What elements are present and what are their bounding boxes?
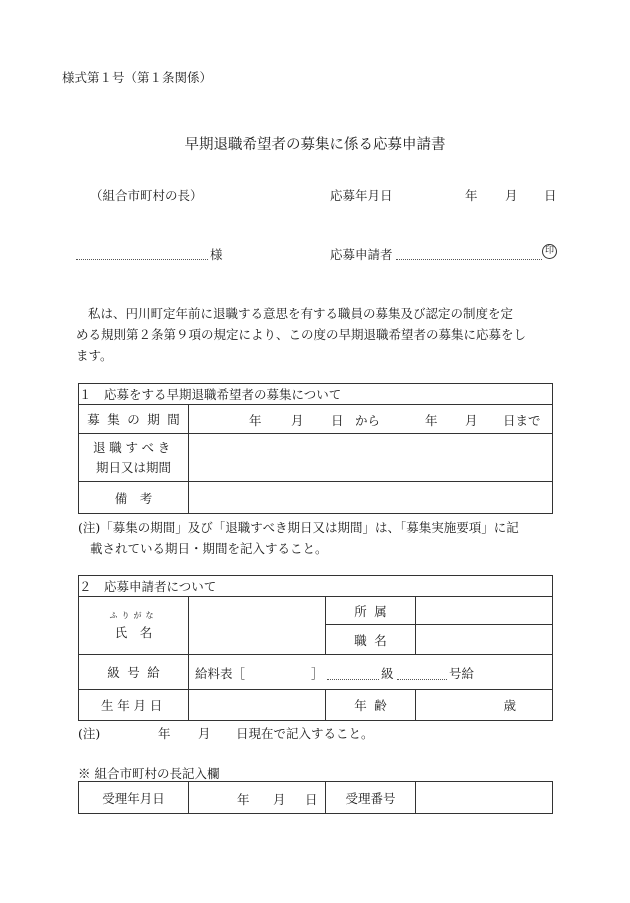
affiliation-field[interactable] bbox=[416, 597, 553, 625]
period-until-label: 日まで bbox=[503, 413, 541, 428]
section1-note-line-2: 載されている期日・期間を記入すること。 bbox=[90, 541, 328, 556]
intro-line-2: める規則第２条第９項の規定により、この度の早期退職希望者の募集に応募をし bbox=[76, 327, 527, 342]
birth-date-label: 生年月日 bbox=[79, 690, 189, 721]
form-number: 様式第１号（第１条関係） bbox=[62, 70, 213, 85]
period-start-year-unit: 年 bbox=[249, 413, 262, 428]
affiliation-label: 所属 bbox=[326, 597, 416, 625]
application-date-day-unit: 日 bbox=[544, 188, 557, 203]
application-date-year-unit: 年 bbox=[465, 188, 478, 203]
receipt-number-field[interactable] bbox=[416, 782, 553, 814]
intro-line-1: 私は、円川町定年前に退職する意思を有する職員の募集及び認定の制度を定 bbox=[88, 306, 514, 321]
applicant-table bbox=[78, 575, 553, 721]
retirement-date-field[interactable] bbox=[189, 434, 553, 482]
period-field[interactable] bbox=[189, 405, 553, 434]
retirement-label-line-2: 期日又は期間 bbox=[95, 459, 171, 475]
birth-date-field[interactable] bbox=[189, 690, 326, 721]
section1-note-line-1: (注)「募集の期間」及び「退職すべき期日又は期間」は、「募集実施要項」に記 bbox=[78, 520, 519, 535]
seal-icon: 印 bbox=[542, 244, 557, 259]
period-label: 募集の期間 bbox=[79, 405, 189, 434]
grade-input-line[interactable] bbox=[327, 679, 379, 680]
grade-label: 級号給 bbox=[79, 655, 189, 690]
step-unit: 号給 bbox=[449, 666, 475, 681]
period-start-day-unit: 日 bbox=[331, 413, 344, 428]
received-year-unit: 年 bbox=[237, 792, 250, 807]
name-label: 氏 名 bbox=[114, 625, 153, 640]
salary-table-label: 給料表［ bbox=[195, 666, 246, 681]
section2-note-month-unit: 月 bbox=[198, 726, 211, 741]
age-label: 年齢 bbox=[326, 690, 416, 721]
name-field[interactable] bbox=[189, 597, 326, 655]
position-field[interactable] bbox=[416, 625, 553, 655]
age-field[interactable] bbox=[416, 690, 553, 721]
recruitment-table bbox=[78, 383, 553, 514]
furigana-label: ふりがな bbox=[109, 611, 158, 620]
received-date-label: 受理年月日 bbox=[79, 782, 189, 814]
honorific: 様 bbox=[210, 247, 223, 262]
period-end-month-unit: 月 bbox=[465, 413, 478, 428]
salary-table-close: ］ bbox=[311, 666, 324, 681]
section1-heading: １ 応募をする早期退職希望者の募集について bbox=[79, 384, 553, 405]
receipt-number-label: 受理番号 bbox=[326, 782, 416, 814]
grade-field[interactable] bbox=[189, 655, 553, 690]
office-section-heading: ※ 組合市町村の長記入欄 bbox=[78, 766, 220, 781]
section2-note-suffix: 日現在で記入すること。 bbox=[236, 726, 374, 741]
grade-unit: 級 bbox=[381, 666, 394, 681]
office-table bbox=[78, 781, 553, 814]
remarks-field[interactable] bbox=[189, 482, 553, 514]
section2-note-year-unit: 年 bbox=[158, 726, 171, 741]
page-title: 早期退職希望者の募集に係る応募申請書 bbox=[184, 137, 446, 153]
section2-heading: ２ 応募申請者について bbox=[79, 576, 553, 597]
intro-line-3: ます。 bbox=[76, 348, 113, 363]
received-day-unit: 日 bbox=[305, 792, 318, 807]
application-date-month-unit: 月 bbox=[505, 188, 518, 203]
period-from-label: から bbox=[355, 413, 381, 428]
application-date-label: 応募年月日 bbox=[330, 188, 393, 203]
addressee: （組合市町村の長） bbox=[90, 188, 203, 203]
retirement-date-label bbox=[79, 434, 189, 482]
section2-note-prefix: (注) bbox=[78, 726, 101, 741]
name-label-cell bbox=[79, 597, 189, 655]
addressee-name-line[interactable] bbox=[76, 259, 208, 260]
remarks-label: 備 考 bbox=[79, 482, 189, 514]
received-date-field[interactable] bbox=[189, 782, 326, 814]
period-end-year-unit: 年 bbox=[425, 413, 438, 428]
age-unit: 歳 bbox=[503, 698, 517, 713]
retirement-label-line-1: 退職すべき bbox=[92, 439, 174, 455]
position-label: 職名 bbox=[326, 625, 416, 655]
period-start-month-unit: 月 bbox=[291, 413, 304, 428]
received-month-unit: 月 bbox=[273, 792, 286, 807]
step-input-line[interactable] bbox=[397, 679, 447, 680]
applicant-name-line[interactable] bbox=[396, 259, 542, 260]
applicant-label: 応募申請者 bbox=[330, 247, 393, 262]
